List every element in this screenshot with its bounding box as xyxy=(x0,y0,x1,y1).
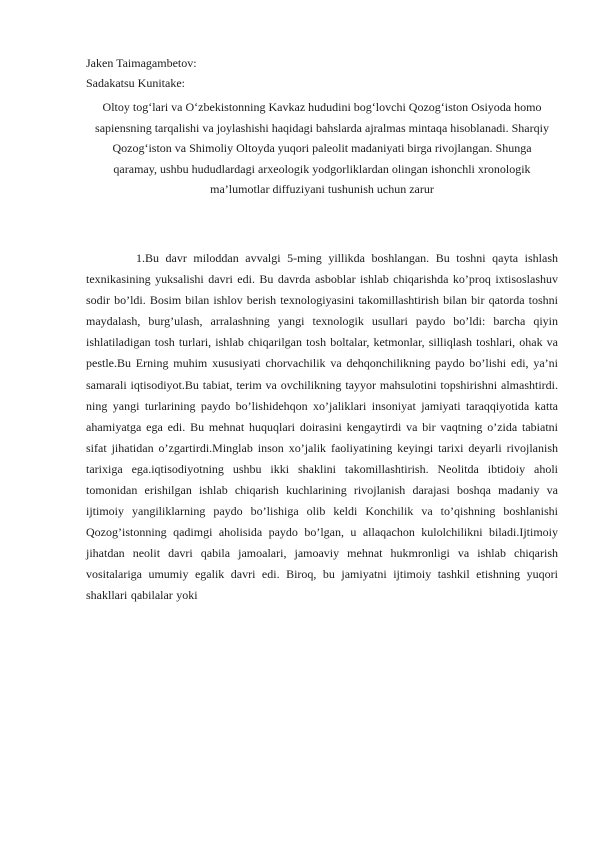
abstract-paragraph: Oltoy tog‘lari va O‘zbekistonning Kavkaz hududini bog‘lovchi Qozog‘iston Osiyoda homo sapiensning tarqalishi va joylashishi haqidagi bahslarda ajralmas mintaqa hisoblanadi. Sharqiy Qozog‘iston va Shimoliy Oltoyda yuqori paleolit madaniyati birga rivojlangan. Shunga qaramay, ushbu hududlardagi arxeologik yodgorliklardan olingan ishonchli xronologik ma’lumotlar diffuziyani tushunish uchun zarur xyxy=(95,100,549,197)
author-line-2: Sadakatsu Kunitake: xyxy=(86,76,185,90)
author-line-1: Jaken Taimagambetov: xyxy=(86,56,197,70)
body-paragraph: 1.Bu davr miloddan avvalgi 5-ming yillikda boshlangan. Bu toshni qayta ishlash texnikasining yuksalishi davri edi. Bu davrda asboblar ishlab chiqarishda ko’proq ixtisoslashuv sodir bo’ldi. Bosim bilan ishlov berish texnologiyasini takomillashtirish bilan bir qatorda toshni maydalash, burg’ulash, arralashning yangi texnologik usullari paydo bo’ldi: barcha qiyin ishlatiladigan tosh turlari, ishlab chiqarilgan tosh boltalar, ketmonlar, silliqlash toshlari, ohak va pestle.Bu Erning muhim xususiyati chorvachilik va dehqonchilikning paydo bo’lishi edi, ya’ni samarali iqtisodiyot.Bu tabiat, terim va ovchilikning tayyor mahsulotini topshirishni almashtirdi. ning yangi turlarining paydo bo’lishidehqon xo’jaliklari insoniyat jamiyati taraqqiyotida katta ahamiyatga ega edi. Bu mehnat huquqlari doirasini kengaytirdi va bir vaqtning o’zida tabiatni sifat jihatidan o’zgartirdi.Minglab inson xo’jalik faoliyatining keyingi tarixi deyarli rivojlanish tarixiga ega.iqtisodiyotning ushbu ikki shaklini takomillashtirish. Neolitda ibtidoiy aholi tomonidan erishilgan ishlab chiqarish kuchlarining rivojlanish darajasi boshqa madaniy va ijtimoiy yangiliklarning paydo bo’lishiga olib keldi Konchilik va to’qishning boshlanishi Qozog’istonning qadimgi aholisida paydo bo’lgan, u allaqachon kulolchilikni biladi.Ijtimoiy jihatdan neolit davri qabila jamoalari, jamoaviy mehnat hukmronligi va ishlab chiqarish vositalariga umumiy egalik davri edi. Biroq, bu jamiyatni ijtimoiy tashkil etishning yuqori shakllari qabilalar yoki xyxy=(86,250,558,603)
document-page xyxy=(86,53,558,607)
